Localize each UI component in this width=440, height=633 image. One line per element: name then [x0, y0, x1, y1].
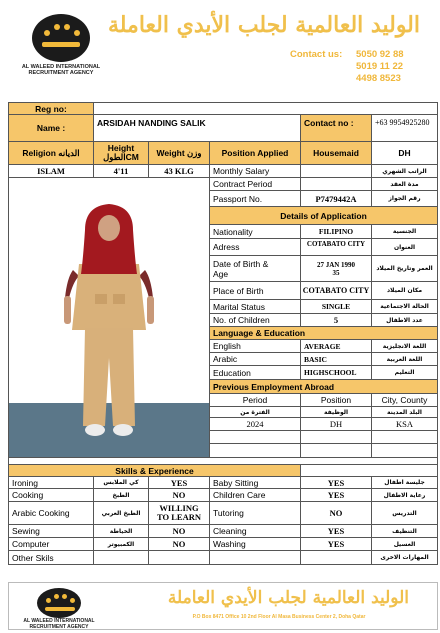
- religion-header: Religion الديانه: [8, 141, 94, 165]
- employment-empty-row: [371, 430, 438, 444]
- skill-arabic-cooking-value: WILLING TO LEARN: [148, 501, 210, 525]
- skill-tutoring-label: Tutoring: [209, 501, 301, 525]
- employment-position: DH: [300, 417, 372, 431]
- height-value: 4'11: [93, 164, 149, 178]
- skill-ironing-value: YES: [148, 476, 210, 489]
- skill-children-care-ar: رعاية الاطفال: [371, 488, 438, 502]
- education-label: Education: [209, 365, 301, 380]
- contract-value: [300, 177, 372, 191]
- english-ar: اللغة الانجليزية: [371, 339, 438, 353]
- skill-cleaning-value: YES: [300, 524, 372, 538]
- employment-empty-row: [209, 443, 301, 458]
- position-ar: الوظيفة: [300, 406, 372, 418]
- education-ar: التعليم: [371, 365, 438, 380]
- dob-value: 27 JAN 1990 35: [300, 255, 372, 282]
- phone-1: 5050 92 88: [356, 49, 404, 60]
- pob-ar: مكان الميلاد: [371, 281, 438, 300]
- pob-value: COTABATO CITY: [300, 281, 372, 300]
- skill-computer-label: Computer: [8, 537, 94, 551]
- marital-ar: الحالة الاجتماعية: [371, 299, 438, 314]
- position-value: Housemaid: [300, 141, 372, 165]
- skill-baby-sitting-value: YES: [300, 476, 372, 489]
- nationality-label: Nationality: [209, 224, 301, 239]
- applicant-photo: [8, 177, 210, 458]
- nationality-value: FILIPINO: [300, 224, 372, 239]
- contact-label: Contact us:: [290, 49, 343, 60]
- skill-sewing-label: Sewing: [8, 524, 94, 538]
- skill-other-label: Other Skils: [8, 550, 94, 565]
- skill-computer-value: NO: [148, 537, 210, 551]
- children-label: No. of Children: [209, 313, 301, 327]
- skill-baby-sitting-label: Baby Sitting: [209, 476, 301, 489]
- skill-washing-value: YES: [300, 537, 372, 551]
- dob-label: Date of Birth & Age: [209, 255, 301, 282]
- position-code: DH: [371, 141, 438, 165]
- children-value: 5: [300, 313, 372, 327]
- skill-tutoring-value: NO: [300, 501, 372, 525]
- position-header: Position Applied: [209, 141, 301, 165]
- skill-arabic-cooking-ar: الطبخ العربي: [93, 501, 149, 525]
- position-col-header: Position: [300, 393, 372, 407]
- country-ar: البلد المدينة: [371, 406, 438, 418]
- children-ar: عدد الاطفال: [371, 313, 438, 327]
- address-value: COTABATO CITY: [300, 238, 372, 256]
- employment-empty-row: [371, 443, 438, 458]
- footer-arabic-title: الوليد العالمية لجلب الأيدي العاملة: [167, 588, 409, 608]
- marital-value: SINGLE: [300, 299, 372, 314]
- address-ar: العنوان: [371, 238, 438, 256]
- arabic-ar: اللغة العربية: [371, 352, 438, 366]
- pob-label: Place of Birth: [209, 281, 301, 300]
- name-label: Name :: [8, 114, 94, 142]
- skill-ironing-label: Ironing: [8, 476, 94, 489]
- salary-value: [300, 164, 372, 178]
- skills-title: Skills & Experience: [8, 464, 301, 477]
- skill-cleaning-label: Cleaning: [209, 524, 301, 538]
- passport-value: P7479442A: [300, 190, 372, 207]
- religion-value: ISLAM: [8, 164, 94, 178]
- skill-washing-label: Washing: [209, 537, 301, 551]
- skill-other-right-label: [209, 550, 301, 565]
- address-label: Adress: [209, 238, 301, 256]
- skill-other-right-value: [300, 550, 372, 565]
- contract-ar: مدة العقد: [371, 177, 438, 191]
- skill-other-blank: [93, 550, 149, 565]
- footer-logo: [37, 588, 81, 618]
- country-header: City, County: [371, 393, 438, 407]
- weight-header: Weight وزن: [148, 141, 210, 165]
- skill-children-care-value: YES: [300, 488, 372, 502]
- contract-label: Contract Period: [209, 177, 301, 191]
- skill-cleaning-ar: التنظيف: [371, 524, 438, 538]
- skill-sewing-value: NO: [148, 524, 210, 538]
- footer-agency-name: AL WALEED INTERNATIONAL RECRUITMENT AGENCY: [23, 618, 95, 630]
- weight-value: 43 KLG: [148, 164, 210, 178]
- education-value: HIGHSCHOOL: [300, 365, 372, 380]
- employment-empty-row: [300, 443, 372, 458]
- nationality-ar: الجنسية: [371, 224, 438, 239]
- salary-label: Monthly Salary: [209, 164, 301, 178]
- header-arabic-title: الوليد العالمية لجلب الأيدي العاملة: [107, 12, 420, 38]
- footer-address: P.O Box 8471 Office 10 2nd Floor Al Masa Business Center 2, Doha Qatar: [192, 614, 366, 620]
- salary-ar: الراتب الشهري: [371, 164, 438, 178]
- skill-washing-ar: الغسيل: [371, 537, 438, 551]
- english-label: English: [209, 339, 301, 353]
- period-ar: الفترة من: [209, 406, 301, 418]
- passport-label: Passport No.: [209, 190, 301, 207]
- footer: [8, 582, 438, 630]
- arabic-value: BASIC: [300, 352, 372, 366]
- employment-title: Previous Employment Abroad: [209, 379, 438, 394]
- skill-computer-ar: الكمبيوتر: [93, 537, 149, 551]
- height-header: Height الطولCM: [93, 141, 149, 165]
- name-value: ARSIDAH NANDING SALIK: [93, 114, 301, 142]
- details-title: Details of Application: [209, 206, 438, 225]
- skill-tutoring-ar: التدريس: [371, 501, 438, 525]
- skill-cooking-ar: الطبخ: [93, 488, 149, 502]
- period-header: Period: [209, 393, 301, 407]
- skill-other-ar: المهارات الاخرى: [371, 550, 438, 565]
- english-value: AVERAGE: [300, 339, 372, 353]
- skill-sewing-ar: الخياطة: [93, 524, 149, 538]
- passport-ar: رقم الجواز: [371, 190, 438, 207]
- employment-empty-row: [300, 430, 372, 444]
- skill-cooking-label: Cooking: [8, 488, 94, 502]
- agency-name: AL WALEED INTERNATIONAL RECRUITMENT AGENCY: [21, 64, 101, 76]
- phone-2: 5019 11 22: [356, 61, 404, 72]
- language-title: Language & Education: [209, 326, 438, 340]
- skill-arabic-cooking-label: Arabic Cooking: [8, 501, 94, 525]
- skill-ironing-ar: كي الملابس: [93, 476, 149, 489]
- arabic-label: Arabic: [209, 352, 301, 366]
- phone-3: 4498 8523: [356, 73, 401, 84]
- skill-cooking-value: NO: [148, 488, 210, 502]
- employment-period: 2024: [209, 417, 301, 431]
- agency-logo: [32, 14, 90, 62]
- marital-label: Marital Status: [209, 299, 301, 314]
- dob-ar: العمر وتاريخ الميلاد: [371, 255, 438, 282]
- header: [0, 0, 440, 96]
- skill-baby-sitting-ar: جليسة اطفال: [371, 476, 438, 489]
- contact-no-label: Contact no :: [300, 114, 372, 142]
- employment-country: KSA: [371, 417, 438, 431]
- skill-other-value: [148, 550, 210, 565]
- contact-no-value: +63 9954925280: [371, 114, 438, 142]
- employment-empty-row: [209, 430, 301, 444]
- skill-children-care-label: Children Care: [209, 488, 301, 502]
- reg-no-label: Reg no:: [8, 102, 94, 115]
